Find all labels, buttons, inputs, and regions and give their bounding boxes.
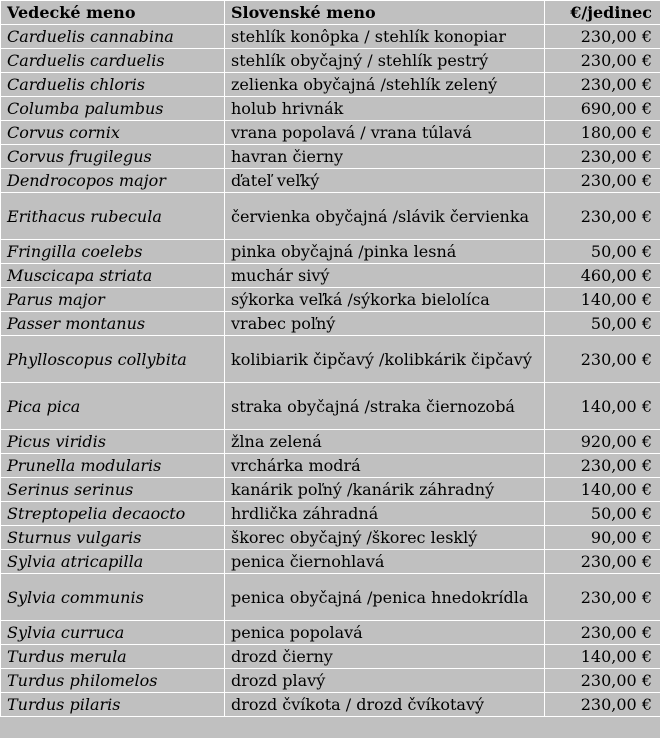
scientific-name-cell: Muscicapa striata [1, 264, 225, 288]
table-row [1, 49, 660, 73]
price-cell: 230,00 € [545, 336, 660, 383]
scientific-name-cell: Picus viridis [1, 430, 225, 454]
table-row [1, 169, 660, 193]
slovak-name-cell: ďateľ veľký [225, 169, 545, 193]
scientific-name-cell: Streptopelia decaocto [1, 502, 225, 526]
table-row [1, 193, 660, 240]
slovak-name-cell: penica obyčajná /penica hnedokrídla [225, 574, 545, 621]
scientific-name-cell: Carduelis chloris [1, 73, 225, 97]
table-row [1, 574, 660, 621]
slovak-name-cell: muchár sivý [225, 264, 545, 288]
slovak-name-cell: stehlík obyčajný / stehlík pestrý [225, 49, 545, 73]
header-row [1, 1, 660, 25]
slovak-name-cell: vrchárka modrá [225, 454, 545, 478]
table-row [1, 478, 660, 502]
slovak-name-cell: penica čiernohlavá [225, 550, 545, 574]
table-row [1, 693, 660, 717]
scientific-name-cell: Parus major [1, 288, 225, 312]
table-row [1, 430, 660, 454]
price-cell: 230,00 € [545, 193, 660, 240]
slovak-name-cell: penica popolavá [225, 621, 545, 645]
slovak-name-cell: vrabec poľný [225, 312, 545, 336]
scientific-name-cell: Sylvia communis [1, 574, 225, 621]
scientific-name-cell: Passer montanus [1, 312, 225, 336]
table-row [1, 264, 660, 288]
scientific-name-cell: Dendrocopos major [1, 169, 225, 193]
table-row [1, 669, 660, 693]
scientific-name-cell: Sylvia atricapilla [1, 550, 225, 574]
price-cell: 50,00 € [545, 312, 660, 336]
table-row [1, 312, 660, 336]
scientific-name-cell: Erithacus rubecula [1, 193, 225, 240]
table-row [1, 240, 660, 264]
price-cell: 90,00 € [545, 526, 660, 550]
table-row [1, 121, 660, 145]
price-cell: 230,00 € [545, 454, 660, 478]
price-cell: 50,00 € [545, 502, 660, 526]
slovak-name-cell: červienka obyčajná /slávik červienka [225, 193, 545, 240]
slovak-name-cell: havran čierny [225, 145, 545, 169]
price-cell: 140,00 € [545, 645, 660, 669]
price-cell: 230,00 € [545, 145, 660, 169]
table-row [1, 288, 660, 312]
table-row [1, 25, 660, 49]
header-slovak-name: Slovenské meno [225, 1, 545, 25]
price-cell: 230,00 € [545, 621, 660, 645]
price-cell: 230,00 € [545, 693, 660, 717]
price-cell: 180,00 € [545, 121, 660, 145]
price-cell: 230,00 € [545, 25, 660, 49]
slovak-name-cell: žlna zelená [225, 430, 545, 454]
scientific-name-cell: Serinus serinus [1, 478, 225, 502]
price-cell: 230,00 € [545, 49, 660, 73]
table-row [1, 73, 660, 97]
scientific-name-cell: Corvus frugilegus [1, 145, 225, 169]
slovak-name-cell: drozd čierny [225, 645, 545, 669]
slovak-name-cell: stehlík konôpka / stehlík konopiar [225, 25, 545, 49]
table-row [1, 502, 660, 526]
price-cell: 140,00 € [545, 478, 660, 502]
price-cell: 140,00 € [545, 288, 660, 312]
table-row [1, 145, 660, 169]
scientific-name-cell: Turdus merula [1, 645, 225, 669]
scientific-name-cell: Turdus pilaris [1, 693, 225, 717]
scientific-name-cell: Fringilla coelebs [1, 240, 225, 264]
table-row [1, 336, 660, 383]
scientific-name-cell: Corvus cornix [1, 121, 225, 145]
table-row [1, 454, 660, 478]
table-row [1, 383, 660, 430]
price-cell: 230,00 € [545, 574, 660, 621]
scientific-name-cell: Columba palumbus [1, 97, 225, 121]
table-row [1, 97, 660, 121]
price-cell: 230,00 € [545, 73, 660, 97]
slovak-name-cell: kanárik poľný /kanárik záhradný [225, 478, 545, 502]
table-row [1, 550, 660, 574]
price-cell: 140,00 € [545, 383, 660, 430]
slovak-name-cell: holub hrivnák [225, 97, 545, 121]
header-scientific-name: Vedecké meno [1, 1, 225, 25]
slovak-name-cell: straka obyčajná /straka čiernozobá [225, 383, 545, 430]
price-cell: 690,00 € [545, 97, 660, 121]
scientific-name-cell: Carduelis carduelis [1, 49, 225, 73]
scientific-name-cell: Turdus philomelos [1, 669, 225, 693]
slovak-name-cell: škorec obyčajný /škorec lesklý [225, 526, 545, 550]
header-price: €/jedinec [545, 1, 660, 25]
slovak-name-cell: sýkorka veľká /sýkorka bielolíca [225, 288, 545, 312]
slovak-name-cell: drozd čvíkota / drozd čvíkotavý [225, 693, 545, 717]
scientific-name-cell: Prunella modularis [1, 454, 225, 478]
price-cell: 50,00 € [545, 240, 660, 264]
price-cell: 230,00 € [545, 550, 660, 574]
slovak-name-cell: zelienka obyčajná /stehlík zelený [225, 73, 545, 97]
slovak-name-cell: hrdlička záhradná [225, 502, 545, 526]
scientific-name-cell: Sturnus vulgaris [1, 526, 225, 550]
price-cell: 230,00 € [545, 169, 660, 193]
table-row [1, 526, 660, 550]
table-row [1, 645, 660, 669]
slovak-name-cell: pinka obyčajná /pinka lesná [225, 240, 545, 264]
slovak-name-cell: vrana popolavá / vrana túlavá [225, 121, 545, 145]
table-row [1, 621, 660, 645]
price-cell: 230,00 € [545, 669, 660, 693]
scientific-name-cell: Carduelis cannabina [1, 25, 225, 49]
slovak-name-cell: drozd plavý [225, 669, 545, 693]
price-cell: 920,00 € [545, 430, 660, 454]
table-body [1, 25, 660, 717]
scientific-name-cell: Phylloscopus collybita [1, 336, 225, 383]
scientific-name-cell: Pica pica [1, 383, 225, 430]
price-cell: 460,00 € [545, 264, 660, 288]
scientific-name-cell: Sylvia curruca [1, 621, 225, 645]
slovak-name-cell: kolibiarik čipčavý /kolibkárik čipčavý [225, 336, 545, 383]
